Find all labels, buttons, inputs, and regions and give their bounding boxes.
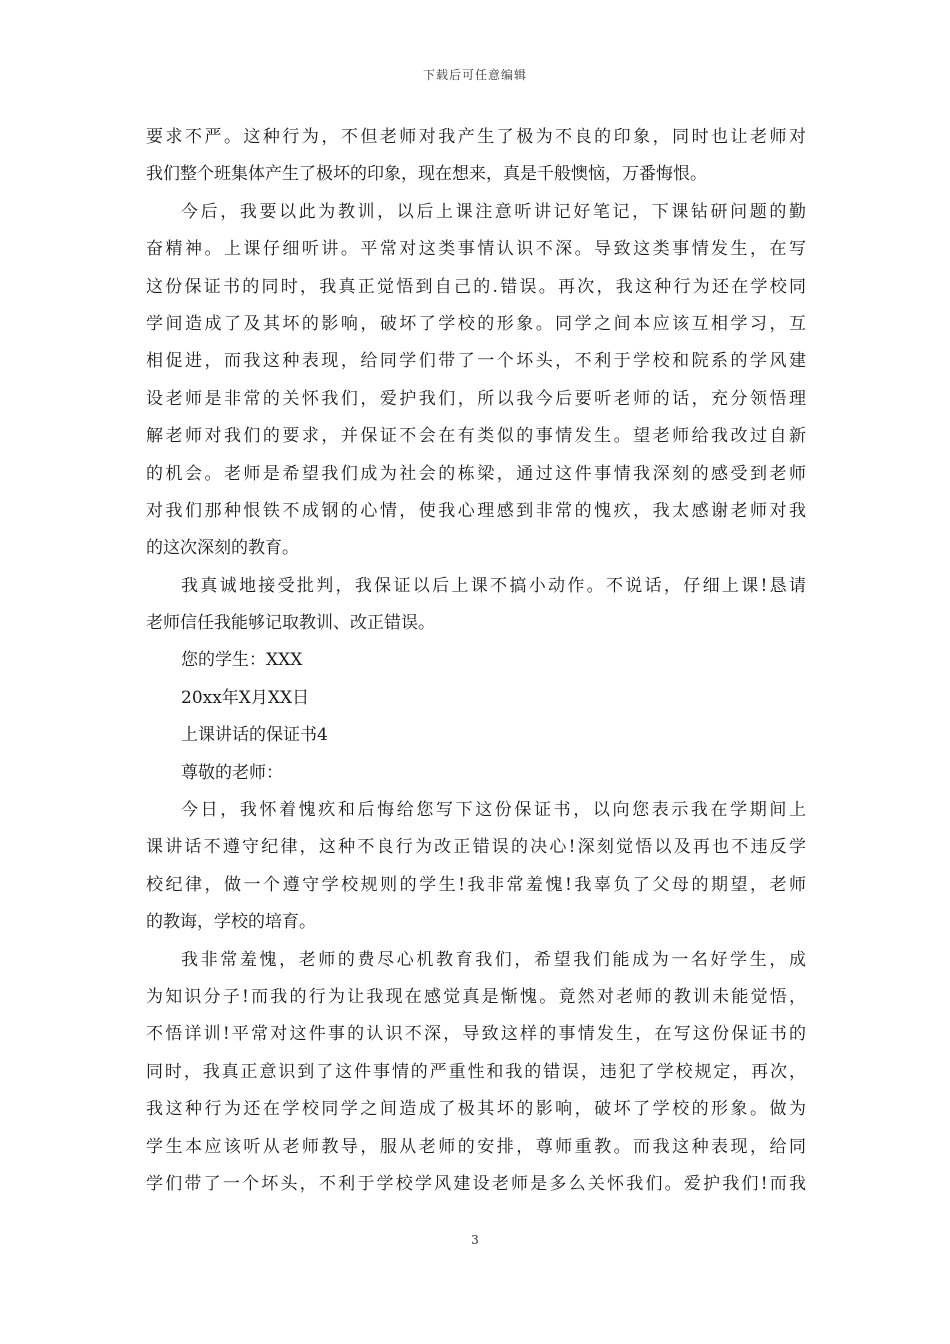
- text-line: 校纪律，做一个遵守学校规则的学生!我非常羞愧!我辜负了父母的期望，老师: [146, 874, 806, 895]
- text-line: 奋精神。上课仔细听讲。平常对这类事情认识不深。导致这类事情发生，在写: [146, 239, 806, 260]
- page-header: 下载后可任意编辑: [422, 68, 527, 82]
- text-line: 课讲话不遵守纪律，这种不良行为改正错误的决心!深刻觉悟以及再也不违反学: [146, 837, 806, 858]
- text-line: 您的学生：XXX: [181, 650, 303, 671]
- text-line: 的教诲，学校的培育。: [146, 912, 316, 933]
- text-line: 学生本应该听从老师教导，服从老师的安排，尊师重教。而我这种表现，给同: [146, 1136, 806, 1157]
- text-line: 学间造成了及其坏的影响，破坏了学校的形象。同学之间本应该互相学习，互: [146, 313, 806, 334]
- text-line: 我这种行为还在学校同学之间造成了极其坏的影响，破坏了学校的形象。做为: [146, 1099, 806, 1120]
- text-line: 同时，我真正意识到了这件事情的严重性和我的错误，违犯了学校规定，再次，: [146, 1061, 806, 1082]
- text-line: 相促进，而我这种表现，给同学们带了一个坏头，不利于学校和院系的学风建: [146, 351, 806, 372]
- text-line: 我非常羞愧，老师的费尽心机教育我们，希望我们能成为一名好学生，成: [181, 949, 806, 970]
- text-line: 不悟详训!平常对这件事的认识不深，导致这样的事情发生，在写这份保证书的: [146, 1024, 806, 1045]
- text-line: 对我们那种恨铁不成钢的心情，使我心理感到非常的愧疚，我太感谢老师对我: [146, 500, 806, 521]
- page-number: 3: [471, 1233, 479, 1247]
- text-line: 20xx年X月XX日: [181, 687, 310, 708]
- text-line: 设老师是非常的关怀我们，爱护我们，所以我今后要听老师的话，充分领悟理: [146, 388, 806, 409]
- text-line: 解老师对我们的要求，并保证不会在有类似的事情发生。望老师给我改过自新: [146, 426, 806, 447]
- text-line: 我们整个班集体产生了极坏的印象，现在想来，真是千般懊恼，万番悔恨。: [146, 164, 707, 185]
- text-line: 尊敬的老师：: [181, 762, 283, 783]
- text-line: 要求不严。这种行为，不但老师对我产生了极为不良的印象，同时也让老师对: [146, 127, 806, 147]
- text-line: 为知识分子!而我的行为让我现在感觉真是惭愧。竟然对老师的教训未能觉悟，: [146, 986, 806, 1007]
- text-line: 今后，我要以此为教训，以后上课注意听讲记好笔记，下课钻研问题的勤: [181, 201, 806, 222]
- text-line: 我真诚地接受批判，我保证以后上课不搞小动作。不说话，仔细上课!恳请: [181, 575, 806, 596]
- text-line: 的这次深刻的教育。: [146, 538, 299, 559]
- text-line: 今日，我怀着愧疚和后悔给您写下这份保证书，以向您表示我在学期间上: [181, 800, 806, 821]
- document-body: [146, 119, 806, 1203]
- text-line: 学们带了一个坏头，不利于学校学风建设老师是多么关怀我们。爱护我们!而我: [146, 1173, 806, 1194]
- text-line: 的机会。老师是希望我们成为社会的栋梁，通过这件事情我深刻的感受到老师: [146, 463, 806, 484]
- text-line: 上课讲话的保证书4: [181, 725, 328, 746]
- text-line: 这份保证书的同时，我真正觉悟到自己的.错误。再次，我这种行为还在学校同: [146, 276, 806, 297]
- text-line: 老师信任我能够记取教训、改正错误。: [146, 613, 435, 634]
